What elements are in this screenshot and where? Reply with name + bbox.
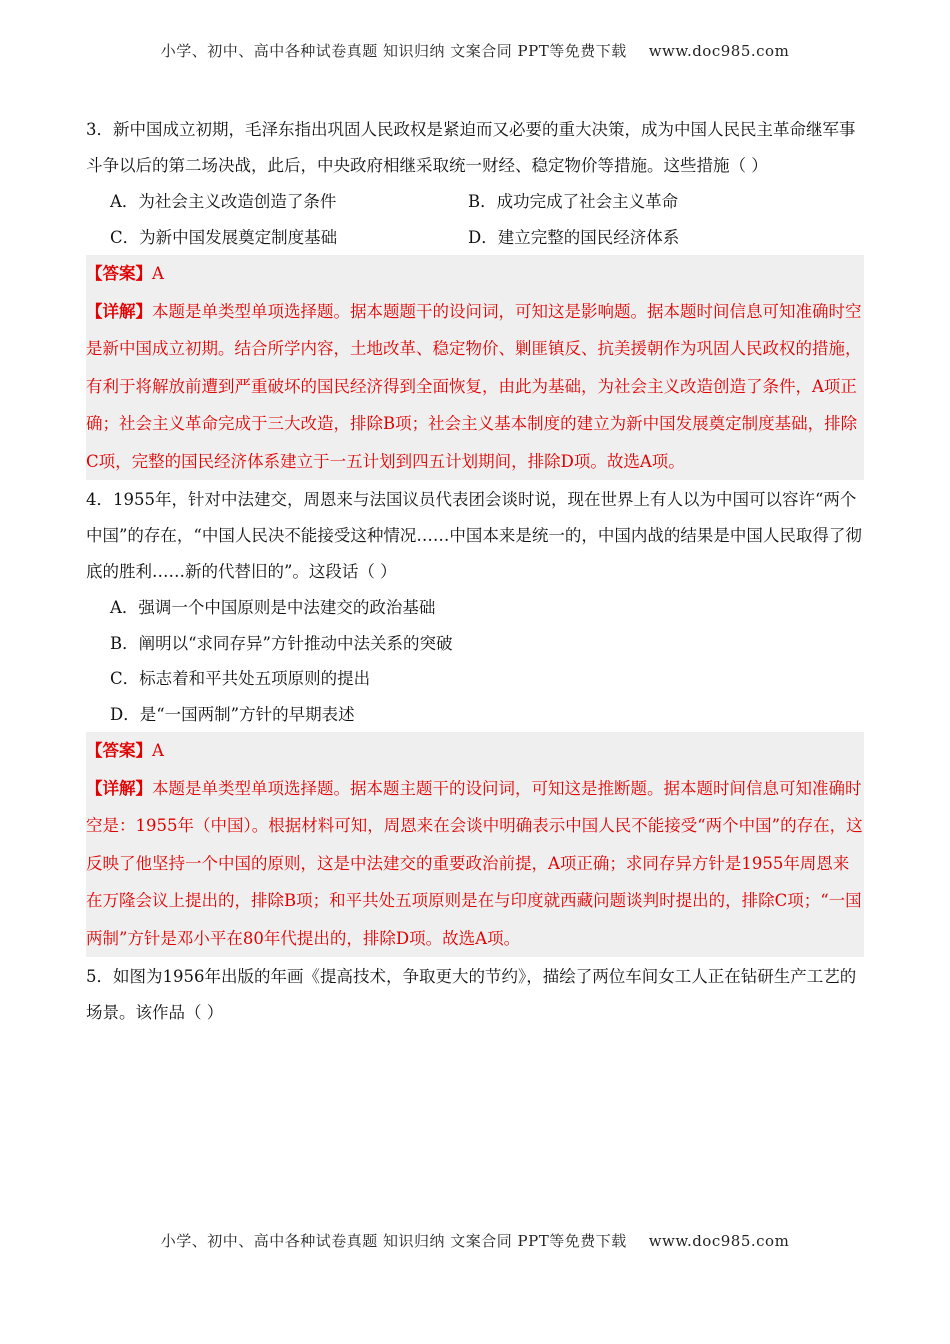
question-3-options (86, 184, 864, 255)
detail-paragraph (86, 293, 864, 481)
option-b: B．阐明以“求同存异”方针推动中法关系的突破 (110, 633, 453, 653)
document-content (86, 112, 864, 1031)
answer-line (86, 255, 864, 293)
answer-value: A (152, 741, 164, 760)
question-3-stem: 3．新中国成立初期，毛泽东指出巩固人民政权是紧迫而又必要的重大决策，成为中国人民民主革命继军事斗争以后的第二场决战，此后，中央政府相继采取统一财经、稳定物价等措施。这些措施（ ） (86, 120, 856, 175)
detail-tag: 【详解】 (86, 778, 152, 798)
detail-tag: 【详解】 (86, 301, 152, 321)
answer-tag: 【答案】 (86, 741, 152, 760)
option-a: A．为社会主义改造创造了条件 (110, 192, 337, 211)
option-c: C．标志着和平共处五项原则的提出 (110, 669, 371, 688)
question-3-answer-block (86, 255, 864, 480)
question-4-answer-block (86, 732, 864, 957)
option-a: A．强调一个中国原则是中法建交的政治基础 (110, 598, 436, 617)
footer-site-link[interactable]: www.doc985.com (648, 1232, 790, 1250)
answer-line (86, 732, 864, 770)
question-4-stem: 4．1955年，针对中法建交，周恩来与法国议员代表团会谈时说，现在世界上有人以为中国可以容许“两个中国”的存在，“中国人民决不能接受这种情况……中国本来是统一的，中国内战的结果是中国人民取得了彻底的胜利……新的代替旧的”。这段话（ ） (86, 490, 862, 581)
header-text: 小学、初中、高中各种试卷真题 知识归纳 文案合同 PPT等免费下载 (160, 42, 627, 60)
option-d: D．建立完整的国民经济体系 (468, 227, 680, 247)
detail-text: 本题是单类型单项选择题。据本题主题干的设问词，可知这是推断题。据本题时间信息可知准确时空是：1955年（中国）。根据材料可知，周恩来在会谈中明确表示中国人民不能接受“两个中国”的存在，这反映了他坚持一个中国的原则，这是中法建交的重要政治前提，A项正确；求同存异方针是1955年周恩来在万隆会议上提出的，排除B项；和平共处五项原则是在与印度就西藏问题谈判时提出的，排除C项；“一国两制”方针是邓小平在80年代提出的，排除D项。故选A项。 (86, 778, 863, 948)
question-4-options (86, 590, 864, 732)
question-4 (86, 482, 864, 957)
answer-value: A (152, 264, 164, 283)
footer-text: 小学、初中、高中各种试卷真题 知识归纳 文案合同 PPT等免费下载 (160, 1232, 627, 1250)
question-3 (86, 112, 864, 480)
answer-tag: 【答案】 (86, 264, 152, 283)
detail-text: 本题是单类型单项选择题。据本题题干的设问词，可知这是影响题。据本题时间信息可知准确时空是新中国成立初期。结合所学内容，土地改革、稳定物价、剿匪镇反、抗美援朝作为巩固人民政权的措施，有利于将解放前遭到严重破坏的国民经济得到全面恢复，由此为基础，为社会主义改造创造了条件，A项正确；社会主义革命完成于三大改造，排除B项；社会主义基本制度的建立为新中国发展奠定制度基础，排除C项，完整的国民经济体系建立于一五计划到四五计划期间，排除D项。故选A项。 (86, 301, 862, 471)
header-site-link[interactable]: www.doc985.com (648, 42, 790, 60)
detail-paragraph (86, 770, 864, 958)
page-footer (0, 1230, 950, 1251)
option-b: B．成功完成了社会主义革命 (468, 192, 679, 211)
option-d: D．是“一国两制”方针的早期表述 (110, 704, 355, 724)
option-c: C．为新中国发展奠定制度基础 (110, 227, 338, 247)
question-5 (86, 959, 864, 1031)
question-5-stem: 5．如图为1956年出版的年画《提高技术，争取更大的节约》，描绘了两位车间女工人正在钻研生产工艺的场景。该作品（ ） (86, 967, 857, 1022)
page-header (0, 40, 950, 61)
